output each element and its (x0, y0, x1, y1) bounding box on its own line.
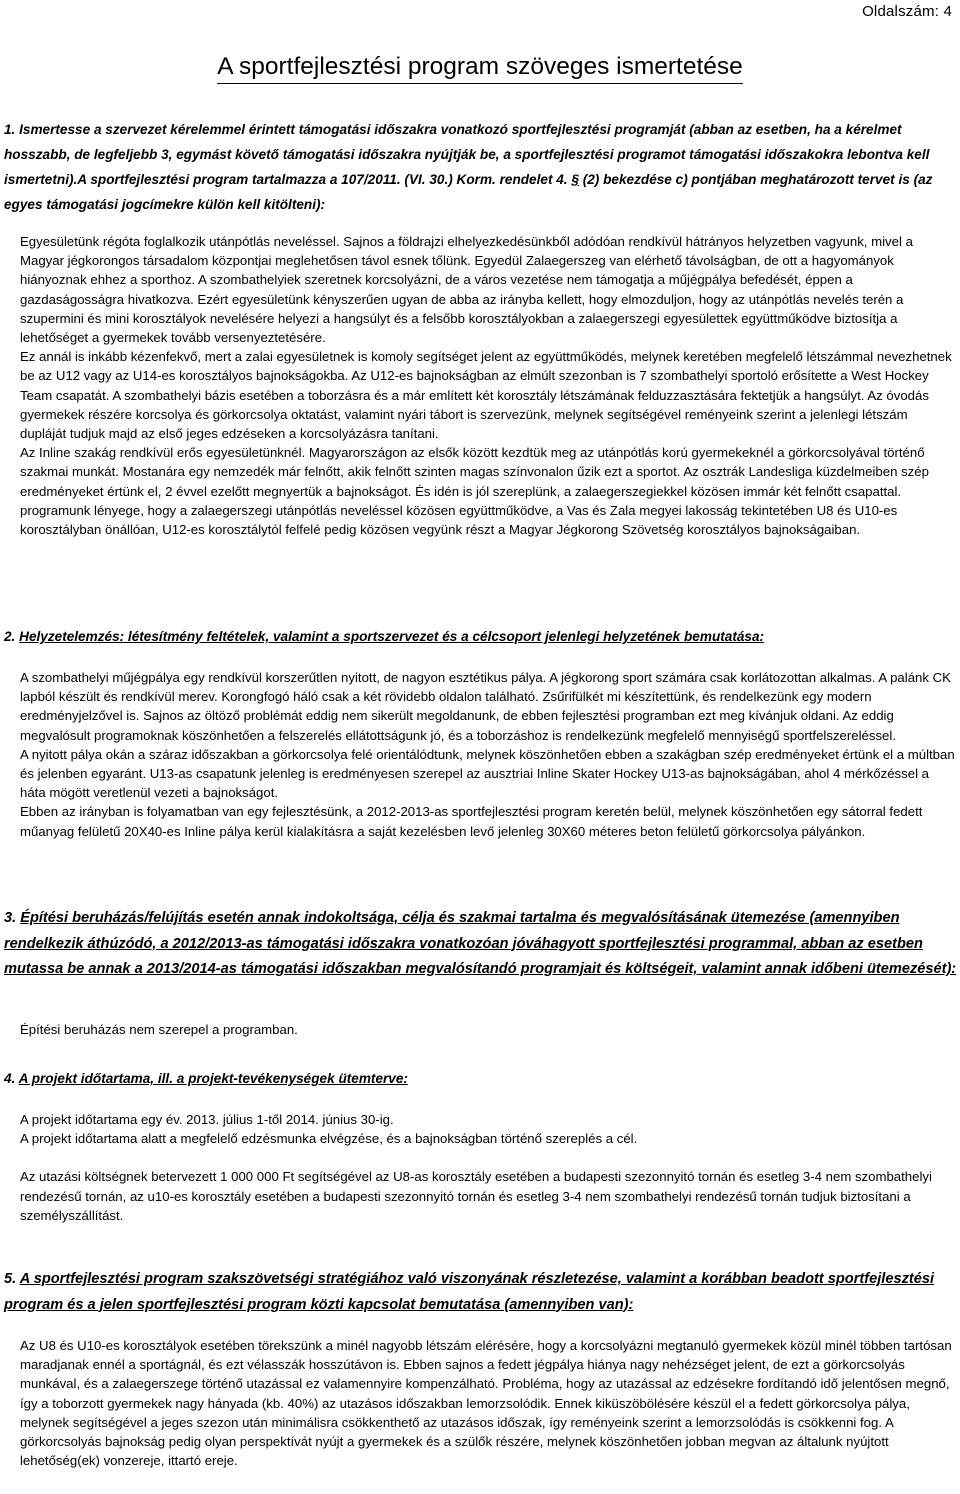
section-3-body (20, 1020, 956, 1039)
section-4-heading-text: A projekt időtartama, ill. a projekt-tevékenységek ütemterve: (18, 1071, 408, 1086)
section-2-heading (4, 624, 958, 649)
page-number: Oldalszám: 4 (862, 3, 952, 20)
section-5-body (20, 1336, 956, 1470)
paragraph: A projekt időtartama egy év. 2013. július 1-től 2014. június 30-ig. (20, 1112, 394, 1127)
section-number: 4. (4, 1071, 16, 1086)
section-1-heading-text-end: (2) bekezdése c) pontjában meghatározott tervet is (az egyes támogatási jogcímekre külön kell kitölteni): (4, 172, 933, 212)
paragraph: Ebben az irányban is folyamatban van egy fejlesztésünk, a 2012-2013-as sportfejlesztési program keretén belül, melynek köszönhetően egy sátorral fedett műanyag felületű 20X40-es Inline pálya kerül kialakításra a saját kezelésben levő jelenleg 30X60 méteres beton felületű görkorcsolya pályánkon. (20, 804, 923, 839)
section-1-heading (4, 117, 958, 217)
section-5-heading (4, 1267, 958, 1318)
paragraph: Egyesületünk régóta foglalkozik utánpótlás neveléssel. Sajnos a földrajzi elhelyezkedésünkből adódóan rendkívül hátrányos helyzetben vagyunk, mivel a Magyar jégkorongos társadalom központjai meglehetősen távol esnek tőlünk. Egyedül Zalaegerszeg van elérhető távolságban, de ott a hagyományok hiányoznak ehhez a sporthoz. A szombathelyiek szeretnek korcsolyázni, de a város vezetése nem támogatja a műjégpálya befedését, éppen a gazdaságosságra hivatkozva. Ezért egyesületünk kényszerűen ugyan de abba az irányba kellett, hogy elmozduljon, hogy az utánpótlás nevelés terén a szupermini és mini korosztályok nevelésére helyezi a hangsúlyt és a felsőbb korosztályokban a zalaegerszegi egyesülettek együttműködve biztosítja a lehetőséget a gyermekek tovább versenyeztetésére. (20, 234, 913, 346)
paragraph: A nyitott pálya okán a száraz időszakban a görkorcsolya felé orientálódtunk, melynek köszönhetően ebben a szakágban szép eredményeket értünk el a múltban és jelenben egyaránt. U13-as csapatunk jelenleg is eredményesen szerepel az ausztriai Inline Skater Hockey U13-as bajnokságában, ahol 4 mérkőzéssel a háta mögött veretlenül vezeti a bajnokságot. (20, 746, 955, 801)
section-number: 2. (4, 629, 16, 644)
section-3-heading-text: Építési beruházás/felújítás esetén annak indokoltsága, célja és szakmai tartalma és megvalósításának ütemezése (amennyiben rendelkezik áthúzódó, a 2012/2013-as támogatási időszakra vonatkozóan jóváhagyott sportfejlesztési programmal, abban az esetben mutassa be annak a 2013/2014-as támogatási időszakban megvalósítandó programjait és költségeit, valamint annak időbeni ütemezését): (4, 910, 957, 977)
section-1-body (20, 232, 956, 539)
paragraph: Az utazási költségnek betervezett 1 000 000 Ft segítségével az U8-as korosztály esetében a budapesti szezonnyitó tornán és esetleg 3-4 nem szombathelyi rendezésű tornán, az u10-es korosztály esetében a budapesti szezonnyitó tornán és esetleg 3-4 nem szombathelyi rendezésű tornán tudjuk biztosítani a személyszállítást. (20, 1169, 932, 1223)
paragraph: A szombathelyi műjégpálya egy rendkívül korszerűtlen nyitott, de nagyon esztétikus pálya. A jégkorong sport számára csak korlátozottan alkalmas. A palánk CK lapból készült és rendkívül merev. Korongfogó háló csak a két rövidebb oldalon található. Zsűrifülkét mi készítettünk, és rendelkezünk egy modern eredményjelzővel is. Sajnos az öltöző problémát eddig nem sikerült megoldanunk, de ebben fejlesztési programban ezt meg kívánjuk oldani. Az eddig megvalósult programoknak köszönhetően a felszerelés ellátottságunk jó, és a toborzáshoz is rendelkezünk megfelelő mennyiségű sportfelszereléssel. (20, 670, 951, 743)
document-title-wrap (0, 52, 960, 84)
section-4-body (20, 1110, 956, 1225)
paragraph: programunk lényege, hogy a zalaegerszegi utánpótlás neveléssel közösen együttműködve, a Vas és Zala megyei lakosság tekintetében U8 és U10-es korosztályban önállóan, U12-es korosztálytól felfelé pedig közösen vegyünk részt a Magyar Jégkorong Szövetség korosztályos bajnokságaiban. (20, 502, 898, 538)
paragraph: Ez annál is inkább kézenfekvő, mert a zalai egyesületnek is komoly segítséget jelent az együttműködés, melynek keretében megfelelő létszámmal nevezhetnek be az U12 vagy az U14-es korosztályos bajnokságokba. Az U12-es bajnokságban az elmúlt szezonban is 7 szombathelyi sportoló erősítette a West Hockey Team csapatát. A szombathelyi bázis esetében a toborzásra és a már említett két korosztály létszámának felduzzasztására fektetjük a hangsúlyt. Az óvodás gyermekek részére korcsolya és görkorcsolya oktatást, valamint nyári tábort is szervezünk, melynek segítségével reményeink szerint a jelenlegi létszám dupláját tudjuk majd az első jeges edzéseken a korcsolyázásra tanítani. (20, 349, 952, 442)
paragraph: A projekt időtartama alatt a megfelelő edzésmunka elvégzése, és a bajnokságban történő szereplés a cél. (20, 1131, 638, 1147)
section-4-heading (4, 1066, 958, 1091)
section-2-heading-text: Helyzetelemzés: létesítmény feltételek, valamint a sportszervezet és a célcsoport jelenlegi helyzetének bemutatása: (19, 629, 765, 644)
paragraph: Az Inline szakág rendkívül erős egyesületünknél. Magyarországon az elsők között kezdtük meg az utánpótlás korú gyermekeknél a görkorcsolyával történő szakmai munkát. Mostanára egy nemzedék már felnőtt, akik felnőtt szinten magas színvonalon űzik ezt a sportot. Az osztrák Landesliga küzdelmeiben szép eredményeket értünk el, 2 évvel ezelőtt megnyertük a bajnokságot. És idén is jól szereplünk, a zalaegerszegiekkel közösen immár két felnőtt csapattal. (20, 445, 929, 499)
document-title: A sportfejlesztési program szöveges ismertetése (217, 52, 743, 84)
section-number: 5. (4, 1271, 17, 1287)
section-5-heading-text: A sportfejlesztési program szakszövetségi stratégiához való viszonyának részletezése, valamint a korábban beadott sportfejlesztési program és a jelen sportfejlesztési program közti kapcsolat bemutatása (amennyiben van): (4, 1271, 935, 1313)
paragraph: Építési beruházás nem szerepel a programban. (20, 1022, 298, 1037)
section-2-body (20, 668, 956, 841)
section-3-heading (4, 906, 958, 983)
section-1-heading-text: Ismertesse a szervezet kérelemmel érintett támogatási időszakra vonatkozó sportfejlesztési programját (abban az esetben, ha a kérelmet hosszabb, de legfeljebb 3, egymást követő támogatási időszakra nyújtják be, a sportfejlesztési programot támogatási időszakokra lebontva kell ismertetni).A sportfejlesztési program tartalmazza a 107/2011. (VI. 30.) Korm. rendelet 4. (4, 122, 930, 187)
section-number: 3. (4, 910, 17, 926)
paragraph: Az U8 és U10-es korosztályok esetében törekszünk a minél nagyobb létszám elérésére, hogy a korcsolyázni megtanuló gyermekek közül minél többen tartósan maradjanak ennél a sportágnál, és ezt vélasszák hosszútávon is. Ebben sajnos a fedett jégpálya hiánya nagy nehézséget jelent, de ezt a görkorcsolyás munkával, és a zalaegerszege történő utazással ez valamennyire kompenzálható. Probléma, hogy az utazással az edzésekre fordítandó idő jelentősen megnő, így a toborzott gyermekek nagy hányada (kb. 40%) az utazásos időszakban lemorzsolódik. Ennek kiküszöbölésére készül el a fedett görkorcsolya pálya, melynek segítségével a jeges szezon után minimálisra csökkenthető az utazásos időszak, így reményeink szerint a lemorzsolódás is csökkenni fog. A görkorcsolyás bajnokság pedig olyan perspektívát nyújt a gyermekek és a szülők részére, melynek köszönhetően jobban megvan az általunk nyújtott lehetőség(ek) vonzereje, ittartó ereje. (20, 1338, 952, 1469)
section-sign: § (571, 172, 579, 187)
section-number: 1. (4, 122, 16, 137)
